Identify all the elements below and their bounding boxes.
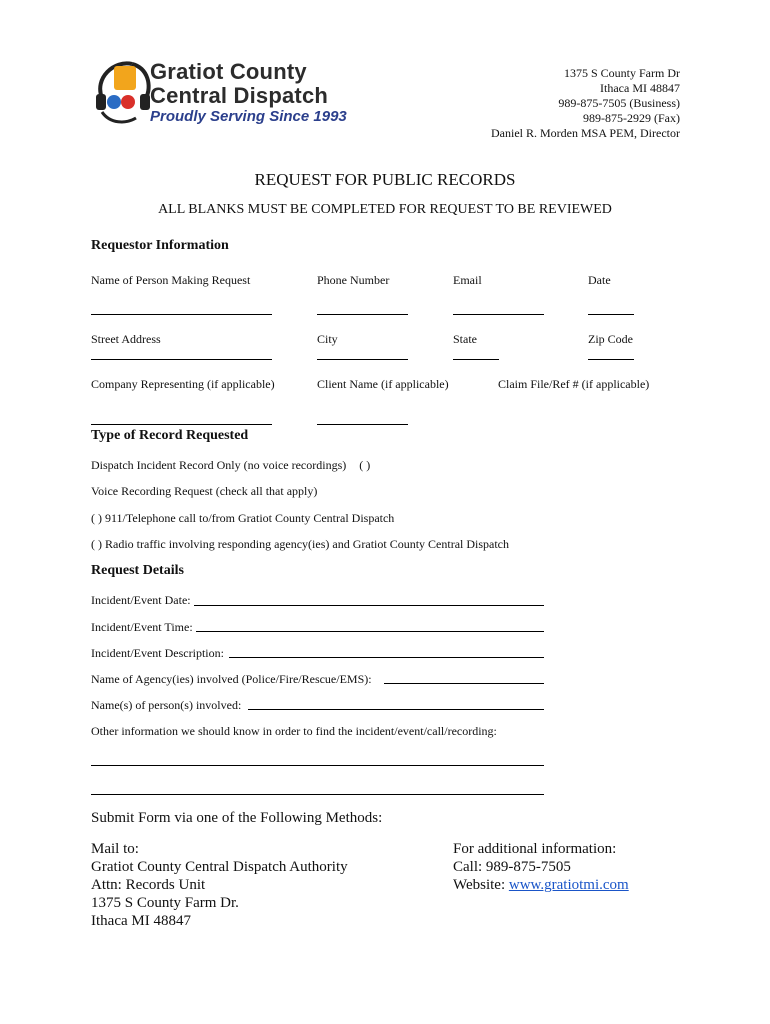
mail-block bbox=[91, 840, 348, 930]
event-date-field[interactable] bbox=[194, 605, 544, 606]
client-field[interactable] bbox=[317, 424, 408, 425]
state-field[interactable] bbox=[453, 359, 499, 360]
email-field[interactable] bbox=[453, 314, 544, 315]
info-call: Call: 989-875-7505 bbox=[453, 859, 571, 875]
logo-title-line1: Gratiot County bbox=[150, 59, 307, 84]
address-line: Ithaca MI 48847 bbox=[600, 81, 680, 95]
label-event-date: Incident/Event Date: bbox=[91, 593, 191, 607]
label-email: Email bbox=[453, 273, 482, 287]
record-type-heading: Type of Record Requested bbox=[91, 428, 249, 443]
agencies-field[interactable] bbox=[384, 683, 544, 684]
label-persons: Name(s) of person(s) involved: bbox=[91, 698, 242, 712]
info-website bbox=[453, 876, 629, 894]
voice-radio-option[interactable]: ( ) Radio traffic involving responding agency(ies) and Gratiot County Central Dispatch bbox=[91, 537, 510, 551]
other-info-field-line2[interactable] bbox=[91, 794, 544, 795]
label-claim: Claim File/Ref # (if applicable) bbox=[498, 377, 650, 391]
website-label: Website: bbox=[453, 877, 506, 893]
label-date: Date bbox=[588, 273, 611, 287]
label-state: State bbox=[453, 332, 477, 346]
label-event-description: Incident/Event Description: bbox=[91, 646, 224, 660]
mail-line: Mail to: bbox=[91, 841, 139, 857]
mail-line: 1375 S County Farm Dr. bbox=[91, 895, 239, 911]
zip-field[interactable] bbox=[588, 359, 634, 360]
label-company: Company Representing (if applicable) bbox=[91, 377, 275, 391]
city-field[interactable] bbox=[317, 359, 408, 360]
event-time-field[interactable] bbox=[196, 631, 544, 632]
requestor-heading: Requestor Information bbox=[91, 238, 229, 253]
form-title: REQUEST FOR PUBLIC RECORDS bbox=[254, 170, 516, 189]
label-other-info: Other information we should know in order to find the incident/event/call/recording: bbox=[91, 724, 497, 738]
other-info-field-line1[interactable] bbox=[91, 765, 544, 766]
label-street: Street Address bbox=[91, 332, 161, 346]
company-field[interactable] bbox=[91, 424, 272, 425]
submit-heading: Submit Form via one of the Following Methods: bbox=[91, 810, 383, 826]
phone-fax: 989-875-2929 (Fax) bbox=[583, 111, 680, 125]
dispatch-logo-icon bbox=[92, 58, 154, 130]
mail-line: Ithaca MI 48847 bbox=[91, 913, 191, 929]
event-description-field[interactable] bbox=[229, 657, 544, 658]
website-link[interactable]: www.gratiotmi.com bbox=[508, 877, 629, 893]
mail-line: Attn: Records Unit bbox=[91, 877, 206, 893]
address-block bbox=[491, 66, 680, 141]
label-event-time: Incident/Event Time: bbox=[91, 620, 193, 634]
logo-tagline: Proudly Serving Since 1993 bbox=[150, 108, 347, 125]
director-name: Daniel R. Morden MSA PEM, Director bbox=[491, 126, 680, 140]
info-line: For additional information: bbox=[453, 841, 617, 857]
address-line: 1375 S County Farm Dr bbox=[563, 66, 680, 80]
label-name: Name of Person Making Request bbox=[91, 273, 251, 287]
street-field[interactable] bbox=[91, 359, 272, 360]
incident-only-label: Dispatch Incident Record Only (no voice recordings) bbox=[91, 458, 347, 472]
phone-business: 989-875-7505 (Business) bbox=[558, 96, 680, 110]
logo-title-line2: Central Dispatch bbox=[150, 83, 329, 108]
voice-911-option[interactable]: ( ) 911/Telephone call to/from Gratiot County Central Dispatch bbox=[91, 511, 395, 525]
persons-field[interactable] bbox=[248, 709, 544, 710]
label-city: City bbox=[317, 332, 338, 346]
organization-logo bbox=[92, 58, 362, 130]
label-zip: Zip Code bbox=[588, 332, 633, 346]
details-heading: Request Details bbox=[91, 563, 184, 578]
incident-only-checkbox[interactable]: ( ) bbox=[359, 458, 371, 472]
label-agencies: Name of Agency(ies) involved (Police/Fire/Rescue/EMS): bbox=[91, 672, 372, 686]
info-block bbox=[453, 840, 629, 894]
date-field[interactable] bbox=[588, 314, 634, 315]
incident-only-option bbox=[91, 458, 370, 473]
mail-line: Gratiot County Central Dispatch Authority bbox=[91, 859, 348, 875]
name-field[interactable] bbox=[91, 314, 272, 315]
phone-field[interactable] bbox=[317, 314, 408, 315]
label-client: Client Name (if applicable) bbox=[317, 377, 449, 391]
voice-request-label: Voice Recording Request (check all that apply) bbox=[91, 484, 318, 498]
form-subtitle: ALL BLANKS MUST BE COMPLETED FOR REQUEST TO BE REVIEWED bbox=[158, 202, 612, 217]
label-phone: Phone Number bbox=[317, 273, 390, 287]
